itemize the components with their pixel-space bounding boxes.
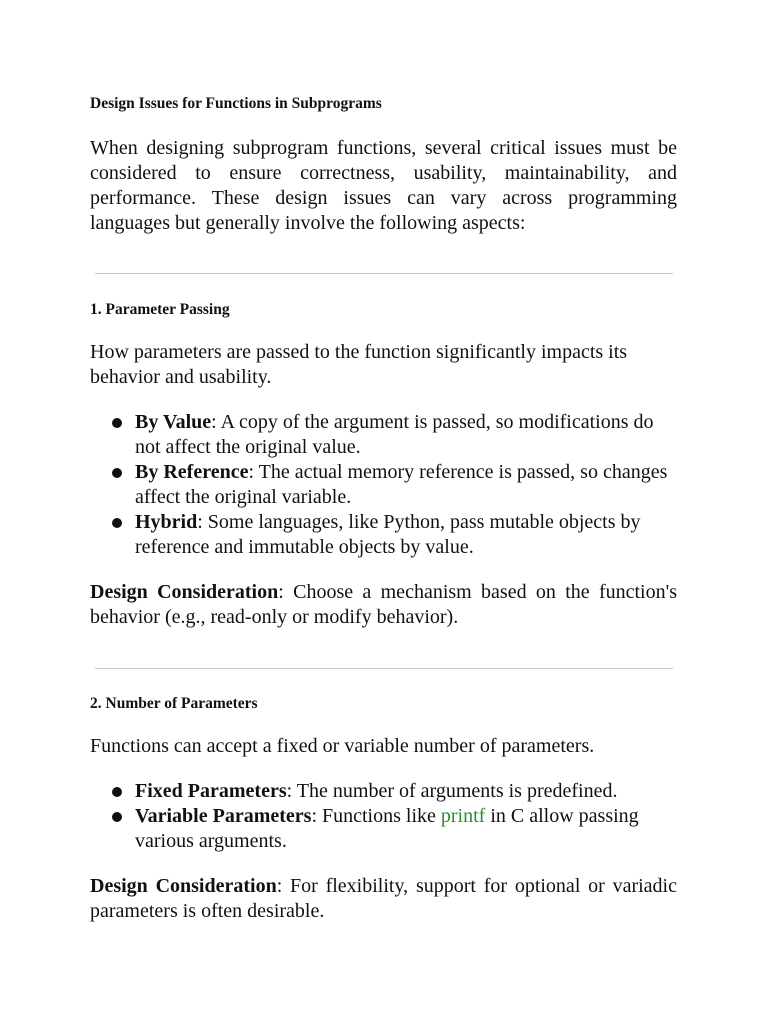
code-printf: printf bbox=[440, 805, 486, 827]
list-item bbox=[90, 510, 677, 560]
bullet-icon bbox=[112, 418, 122, 428]
consideration-label: Design Consideration bbox=[90, 581, 279, 603]
bullet-icon bbox=[112, 787, 122, 797]
design-consideration bbox=[90, 580, 677, 630]
section-intro: Functions can accept a fixed or variable number of parameters. bbox=[90, 735, 595, 757]
bullet-icon bbox=[112, 812, 122, 822]
list-item bbox=[90, 410, 677, 460]
section-intro: How parameters are passed to the function significantly impacts its behavior and usability. bbox=[90, 341, 628, 388]
section-divider bbox=[95, 273, 673, 274]
list-item bbox=[90, 779, 677, 804]
consideration-text: : For flexibility, support for optional or variadic parameters is often desirable. bbox=[90, 875, 677, 922]
term-label: Variable Parameters bbox=[135, 805, 312, 827]
bullet-icon bbox=[112, 468, 122, 478]
term-description: : Some languages, like Python, pass mutable objects by reference and immutable objects by value. bbox=[135, 511, 641, 558]
consideration-label: Design Consideration bbox=[90, 875, 277, 897]
term-label: Hybrid bbox=[135, 511, 198, 533]
bullet-list bbox=[90, 410, 677, 560]
term-label: By Reference bbox=[135, 461, 249, 483]
list-item bbox=[90, 804, 677, 854]
section-divider bbox=[95, 668, 673, 669]
bullet-icon bbox=[112, 518, 122, 528]
design-consideration bbox=[90, 874, 677, 924]
term-description: : A copy of the argument is passed, so modifications do not affect the original value. bbox=[135, 411, 654, 458]
term-description-cont: in C allow passing various arguments. bbox=[135, 805, 639, 852]
section-heading-number-of-parameters: 2. Number of Parameters bbox=[90, 695, 258, 712]
term-description: : The actual memory reference is passed, so changes affect the original variable. bbox=[135, 461, 668, 508]
intro-paragraph: When designing subprogram functions, several critical issues must be considered to ensure correctness, usability, maintainability, and performance. These design issues can vary across programming languages but generally involve the following aspects: bbox=[90, 137, 677, 234]
bullet-list bbox=[90, 779, 677, 854]
term-description: : The number of arguments is predefined. bbox=[286, 780, 618, 802]
list-item bbox=[90, 460, 677, 510]
section-heading-parameter-passing: 1. Parameter Passing bbox=[90, 301, 230, 318]
term-label: By Value bbox=[135, 411, 212, 433]
term-description: : Functions like bbox=[311, 805, 441, 827]
consideration-text: : Choose a mechanism based on the function's behavior (e.g., read-only or modify behavior). bbox=[90, 581, 678, 628]
document-title: Design Issues for Functions in Subprograms bbox=[90, 95, 382, 112]
term-label: Fixed Parameters bbox=[135, 780, 287, 802]
